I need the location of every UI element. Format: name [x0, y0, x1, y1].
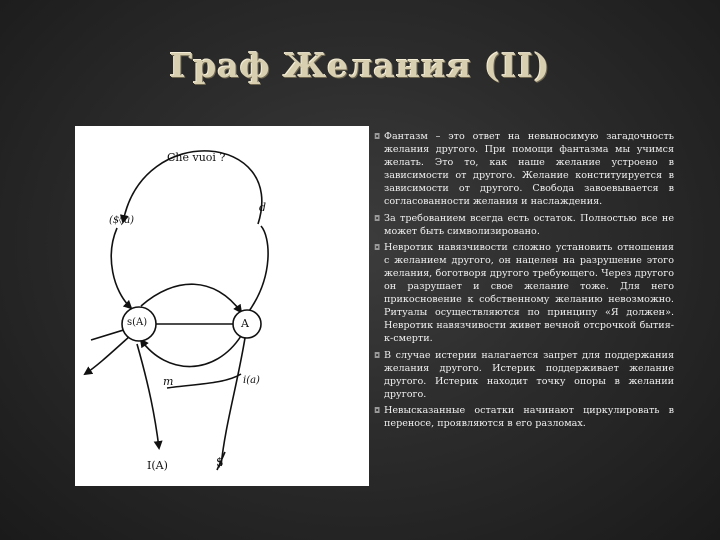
paragraph-text: Невысказанные остатки начинают циркулировать в переносе, проявляются в его разломах. — [384, 404, 674, 429]
graph-of-desire-figure — [75, 126, 369, 486]
right-arc — [247, 226, 268, 314]
fantasy-to-sA-line — [111, 228, 131, 308]
m-crossing-line — [167, 374, 241, 388]
paragraph-text: Фантазм – это ответ на невыносимую загадочность желания другого. При помощи фантазма мы учимся желать. Это то, как наше желание устроено в зависимости от другого. Желание конституируется в зависимости от другого. Свобода завоевывается в согласованности желания и наслаждения. — [384, 131, 674, 208]
body-text — [374, 130, 674, 433]
label-m: m — [163, 375, 174, 388]
label-I-A: I(A) — [147, 459, 168, 472]
right-vertical-line — [221, 338, 245, 466]
slide-title: Граф Желания (II) — [169, 46, 551, 85]
bullet-icon: ◘ — [374, 242, 381, 252]
sA-to-A-upper-arc — [141, 284, 241, 312]
middle-horizontal-arrow — [91, 324, 235, 340]
bullet-icon: ◘ — [374, 213, 381, 223]
paragraph — [374, 130, 674, 209]
left-outer-line — [85, 336, 130, 374]
bullet-icon: ◘ — [374, 132, 381, 141]
paragraph-text: Невротик навязчивости сложно установить отношения с желанием другого, он нацелен на разрушение этого желания, боготворя другого требующего. Через другого он разрушает и свое желание тоже. Для него прикосновение к собственному желанию невозможно. Ритуалы осуществляются по принципу «Я должен». Невротик навязчивости живет вечной отсрочкой бытия-к-смерти. — [384, 241, 674, 345]
paragraph-text: За требованием всегда есть остаток. Полностью все не может быть символизировано. — [384, 212, 674, 237]
bullet-icon: ◘ — [374, 405, 381, 415]
graph-diagram — [75, 126, 369, 486]
label-A: A — [241, 317, 249, 330]
label-s-barred: $ — [216, 455, 224, 469]
label-sA: s(A) — [127, 317, 148, 328]
left-vertical-line — [137, 344, 159, 448]
label-i-a: i(a) — [243, 375, 260, 386]
lower-loop-arc — [141, 336, 241, 367]
paragraph — [374, 241, 674, 346]
paragraph-text: В случае истерии налагается запрет для поддержания желания другого. Истерик поддерживает желание другого. Истерик находит точку опоры в желании другого. — [384, 349, 674, 400]
paragraph — [374, 212, 674, 238]
label-d: d — [259, 201, 267, 214]
paragraph — [374, 404, 674, 430]
label-che-vuoi: Che vuoi ? — [167, 151, 226, 164]
bullet-icon: ◘ — [374, 350, 381, 360]
paragraph — [374, 349, 674, 401]
label-fantasy: ($◊a) — [109, 215, 135, 226]
